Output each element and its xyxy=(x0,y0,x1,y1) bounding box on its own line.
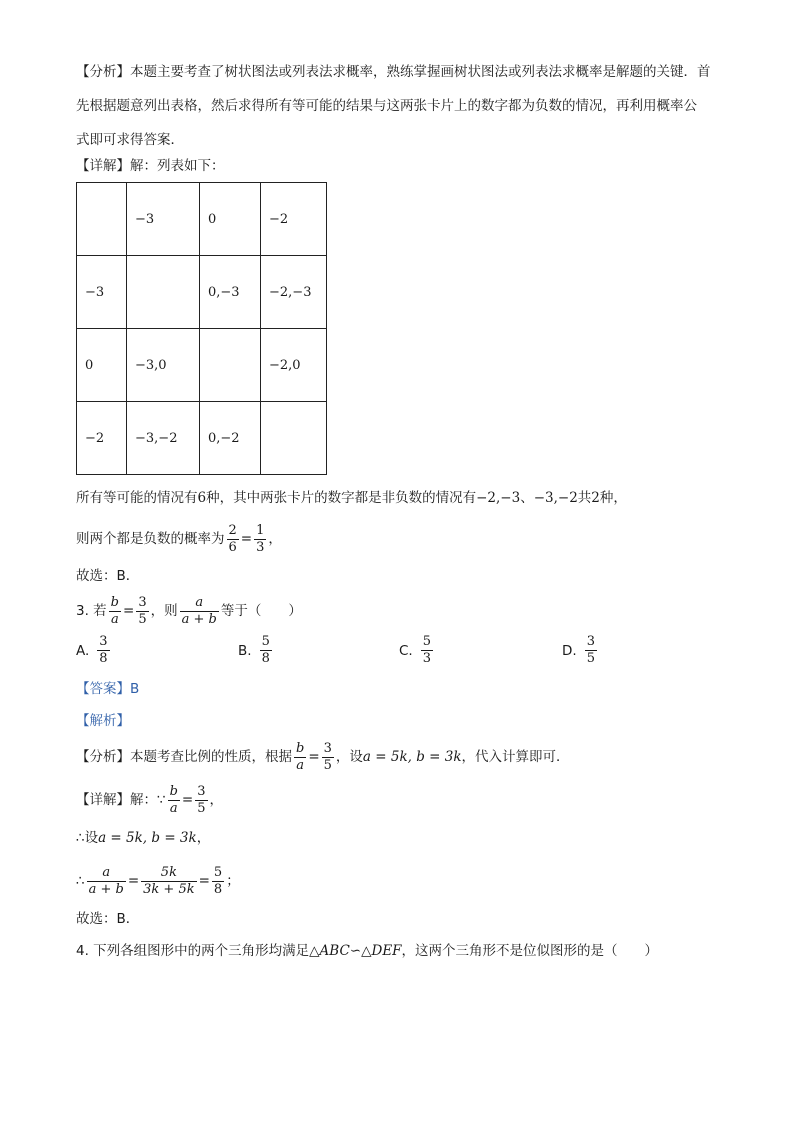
fraction xyxy=(585,634,597,667)
fraction xyxy=(109,595,121,628)
fraction xyxy=(168,784,180,817)
result-pair: −2,−3 xyxy=(476,490,521,506)
math-expression: △ABC∽△DEF xyxy=(309,943,402,959)
frac-num: b xyxy=(110,594,119,610)
table-cell: −3,0 xyxy=(127,329,200,402)
fraction xyxy=(136,595,148,628)
step-prefix: ∴ xyxy=(76,873,85,889)
table-cell xyxy=(127,256,200,329)
frac-den: 3 xyxy=(256,539,265,555)
frac-den: 8 xyxy=(213,881,223,897)
q4-text: ，这两个三角形不是位似图形的是（ ） xyxy=(401,943,659,959)
table-row xyxy=(77,256,327,329)
fraction xyxy=(180,595,219,628)
fraction xyxy=(212,865,224,898)
equals: = xyxy=(198,873,210,889)
equals: = xyxy=(240,531,253,547)
question-4 xyxy=(76,941,658,961)
analysis-line-3: 式即可求得答案． xyxy=(76,132,184,148)
detail-tag: 【详解】 xyxy=(76,158,130,174)
analysis-tag: 【分析】 xyxy=(76,749,130,765)
frac-num: 3 xyxy=(197,783,206,799)
analysis-text: 本题考查比例的性质，根据 xyxy=(130,749,292,765)
frac-den: a + b xyxy=(181,611,217,627)
table-cell: −3 xyxy=(77,256,127,329)
outcome-table xyxy=(76,182,327,475)
math-expression: a = 5k, b = 3k xyxy=(98,830,197,846)
table-row xyxy=(77,183,327,256)
analysis-line-1 xyxy=(76,62,711,82)
frac-den: a xyxy=(110,611,119,627)
fraction xyxy=(97,634,109,667)
frac-den: 6 xyxy=(228,539,237,555)
probability-line xyxy=(76,519,282,559)
result-count: 2 xyxy=(591,490,600,506)
detail-tag: 【详解】 xyxy=(76,792,130,808)
table-cell xyxy=(261,402,327,475)
step-1 xyxy=(76,828,210,848)
prob-tail: ， xyxy=(268,531,282,547)
detail-tail: ， xyxy=(209,792,224,808)
option-d[interactable] xyxy=(562,634,599,667)
frac-num: 5 xyxy=(422,634,431,649)
question-3 xyxy=(76,591,302,631)
result-text: 种， xyxy=(599,490,627,506)
fraction xyxy=(421,634,433,667)
fraction xyxy=(141,865,196,898)
analysis-text: ，设 xyxy=(335,749,363,765)
answer-heading: 【答案】B xyxy=(76,681,140,697)
table-cell: 0 xyxy=(77,329,127,402)
table-cell: 0 xyxy=(200,183,261,256)
frac-num: 5 xyxy=(261,634,270,649)
frac-num: 3 xyxy=(586,634,595,649)
table-cell: −2 xyxy=(261,183,327,256)
equals: = xyxy=(123,603,135,619)
frac-num: 1 xyxy=(256,522,265,538)
frac-den: 8 xyxy=(99,651,108,666)
q4-text: 4. 下列各组图形中的两个三角形均满足 xyxy=(76,943,310,959)
q3-text: ，则 xyxy=(150,603,178,619)
prob-text: 则两个都是负数的概率为 xyxy=(76,531,225,547)
step-prefix: ∴设 xyxy=(76,830,99,846)
table-cell: −2,−3 xyxy=(261,256,327,329)
option-label: A. xyxy=(76,642,90,659)
frac-num: 3 xyxy=(138,594,147,610)
math-expression: a = 5k, b = 3k xyxy=(362,749,462,765)
analysis-line-2: 先根据题意列出表格，然后求得所有等可能的结果与这两张卡片上的数字都为负数的情况，再利用概率公 xyxy=(76,98,697,114)
frac-den: 3k + 5k xyxy=(143,881,195,897)
step-2 xyxy=(76,860,240,902)
table-cell: 0,−2 xyxy=(200,402,261,475)
result-sep: 、 xyxy=(520,490,534,506)
step-tail: ， xyxy=(196,830,211,846)
frac-num: b xyxy=(296,740,305,756)
fraction xyxy=(294,741,306,774)
q3-number: 3. 若 xyxy=(76,603,107,619)
table-cell: −2,0 xyxy=(261,329,327,402)
result-text: 种，其中两张卡片的数字都是非负数的情况有 xyxy=(206,490,477,506)
fraction xyxy=(87,865,126,898)
frac-num: b xyxy=(169,783,178,799)
frac-den: a xyxy=(169,800,178,816)
frac-num: 2 xyxy=(228,522,237,538)
table-cell: −2 xyxy=(77,402,127,475)
analysis-2 xyxy=(76,737,570,777)
frac-den: 5 xyxy=(138,611,147,627)
frac-den: 5 xyxy=(197,800,206,816)
choose-line-1: 故选：B． xyxy=(76,568,140,584)
fraction xyxy=(254,523,266,556)
frac-den: a + b xyxy=(88,881,124,897)
table-row xyxy=(77,402,327,475)
choose-line-2: 故选：B． xyxy=(76,911,140,927)
equals: = xyxy=(308,749,320,765)
option-label: D. xyxy=(562,642,577,659)
frac-num: 5 xyxy=(213,864,223,880)
table-cell: −3,−2 xyxy=(127,402,200,475)
detail-text: 解：∵ xyxy=(130,792,166,808)
detail-text: 解：列表如下： xyxy=(130,158,225,174)
analysis-tag: 【分析】 xyxy=(76,64,130,80)
option-c[interactable] xyxy=(399,634,435,667)
result-line xyxy=(76,488,627,508)
option-label: B. xyxy=(238,642,252,659)
detail-heading-1 xyxy=(76,156,225,176)
result-pair: −3,−2 xyxy=(533,490,578,506)
detail-2 xyxy=(76,780,223,820)
analysis-text: ，代入计算即可． xyxy=(461,749,570,765)
frac-den: 3 xyxy=(422,651,431,666)
frac-num: 3 xyxy=(323,740,332,756)
result-text: 所有等可能的情况有 xyxy=(76,490,198,506)
equals: = xyxy=(127,873,140,889)
frac-num: 3 xyxy=(99,634,108,649)
table-cell: −3 xyxy=(127,183,200,256)
option-b[interactable] xyxy=(238,634,274,667)
jiexi-heading: 【解析】 xyxy=(76,713,130,729)
step-tail: ； xyxy=(226,873,240,889)
table-cell xyxy=(77,183,127,256)
fraction xyxy=(322,741,334,774)
frac-num: a xyxy=(180,595,219,612)
frac-den: 8 xyxy=(261,651,270,666)
frac-den: 5 xyxy=(586,651,595,666)
analysis-text-1: 本题主要考查了树状图法或列表法求概率，熟练掌握画树状图法或列表法求概率是解题的关键．首 xyxy=(130,64,711,80)
option-a[interactable] xyxy=(76,634,112,667)
frac-num: a xyxy=(87,865,126,882)
fraction xyxy=(260,634,272,667)
table-cell xyxy=(200,329,261,402)
fraction xyxy=(195,784,207,817)
table-row xyxy=(77,329,327,402)
result-text: 共 xyxy=(577,490,592,506)
table-cell: 0,−3 xyxy=(200,256,261,329)
equals: = xyxy=(181,792,194,808)
fraction xyxy=(227,523,239,556)
frac-den: 5 xyxy=(323,757,332,773)
option-label: C. xyxy=(399,642,413,659)
frac-num: 5k xyxy=(141,865,196,882)
result-count: 6 xyxy=(197,490,207,506)
frac-den: a xyxy=(296,757,305,773)
q3-text: 等于（ ） xyxy=(220,603,302,619)
